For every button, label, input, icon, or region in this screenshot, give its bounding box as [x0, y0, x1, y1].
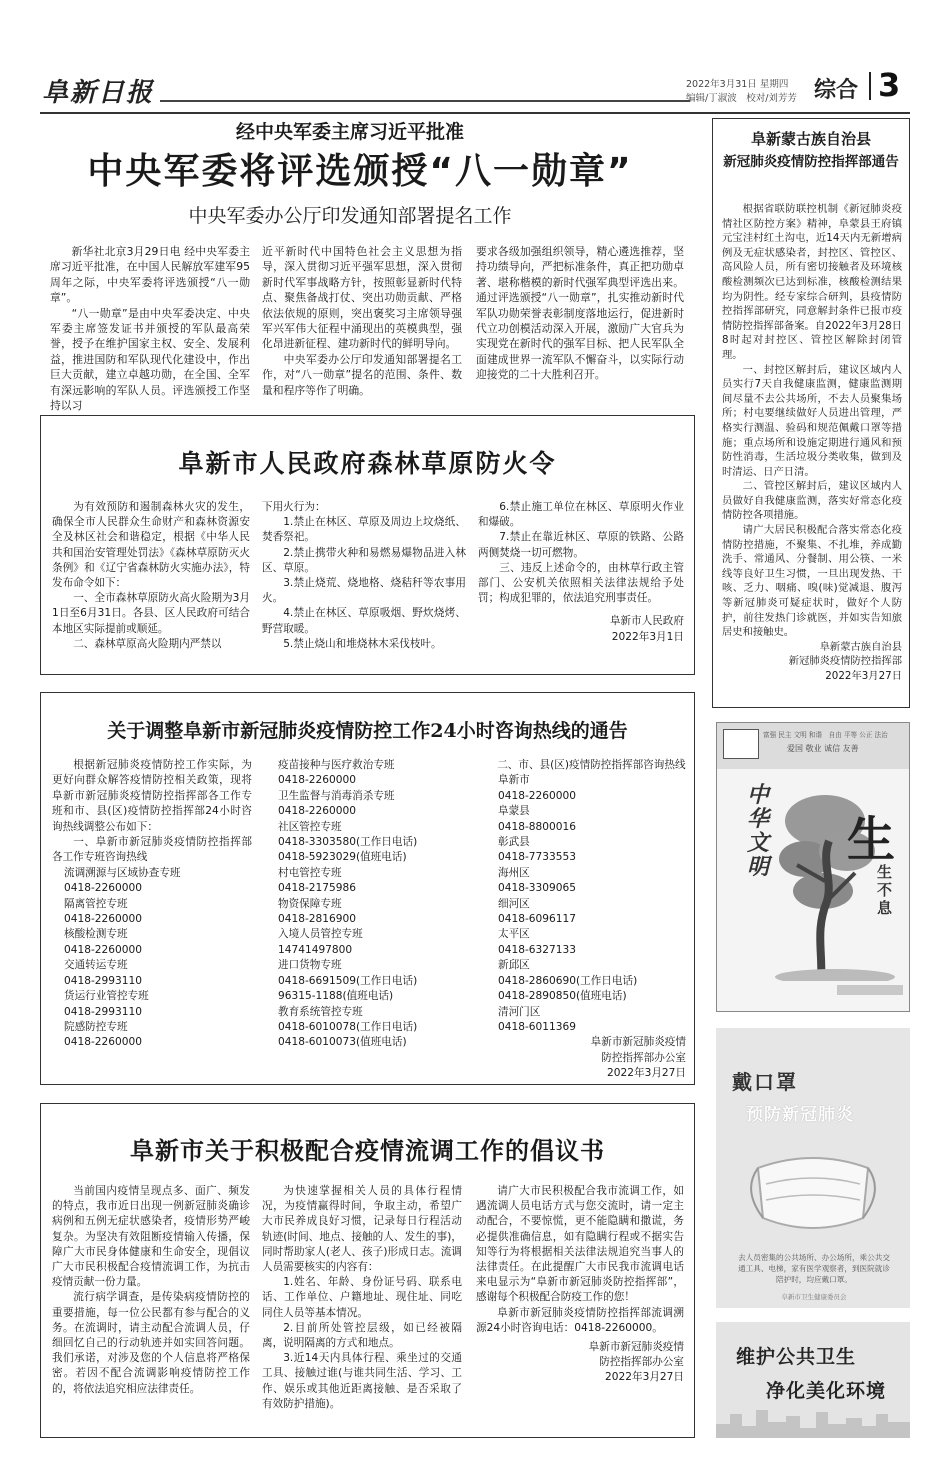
masthead-rule [160, 100, 690, 102]
lead-col-1 [50, 244, 250, 413]
hotline-line: 0418-2260000 [64, 943, 142, 956]
paragraph: 当前国内疫情呈现点多、面广、频发的特点，我市近日出现一例新冠肺炎确诊病例和五例无症状感染者，疫情形势严峻复杂。为坚决有效阻断疫情输入传播，保障广大市民身体健康和生命安全，现倡议广大市民积极配合疫情流调工作，为抗击疫情贡献一份力量。 [52, 1185, 250, 1289]
paragraph: 三、违反上述命令的，由林草行政主管部门、公安机关依照相关法律法规给予处罚；构成犯罪的，依法追究刑事责任。 [478, 561, 684, 605]
paragraph: 下用火行为： [262, 501, 326, 513]
hotline-line: 入境人员管控专班 [278, 928, 363, 941]
hotline-list [476, 773, 686, 1035]
hotline-line: 新邱区 [498, 959, 530, 972]
poster-footer-bar [837, 985, 903, 995]
lead-col-3 [476, 244, 684, 383]
page-number: 3 [878, 66, 901, 104]
hotline-line: 0418-6010078(工作日电话) [278, 1020, 418, 1033]
hotline-line: 0418-2993110 [64, 974, 142, 987]
date: 2022年3月27日 [607, 1067, 686, 1080]
poster-brand-badge [723, 729, 759, 759]
poster-band-text: 富强 民主 文明 和谐 自由 平等 公正 法治 [763, 731, 888, 739]
paragraph: 新华社北京3月29日电 经中央军委主席习近平批准，在中国人民解放军建军95周年之际，中央军委将评选颁授“八一勋章”。 [50, 245, 250, 305]
hotline-line: 疫苗接种与医疗救治专班 [278, 759, 395, 771]
list-item: 2.目前所处管控层级，如已经被隔离，说明隔离的方式和地点。 [262, 1321, 462, 1350]
date: 2022年3月27日 [605, 1371, 684, 1384]
appeal-col-2 [262, 1184, 462, 1412]
hotline-line: 海州区 [498, 866, 530, 879]
list-item: 6.禁止施工单位在林区、草原明火作业和爆破。 [478, 501, 684, 529]
hotline-list [278, 758, 464, 1051]
hotline-line: 社区管控专班 [278, 820, 342, 833]
mask-psa-body: 去人员密集的公共场所、办公场所，乘公共交通工具、电梯，家有医学观察者，到医院就诊陪护时，均应戴口罩。 [738, 1253, 890, 1284]
paragraph: 要求各级加强组织领导，精心遴选推荐，坚持功绩导向，严把标准条件，真正把功勋卓著、堪称楷模的新时代强军典型评选出来。通过评选颁授“八一勋章”，扎实推动新时代军队功勋荣誉表彰制度落地运行，促进新时代立功创模活动深入开展，激励广大官兵为实现党在新时代的强军目标、把人民军队全面建成世界一流军队不懈奋斗，以实际行动迎接党的二十大胜利召开。 [476, 245, 684, 382]
fire-col-3 [478, 500, 684, 645]
hotline-line: 0418-2993110 [64, 1005, 142, 1018]
hotline-line: 太平区 [498, 928, 530, 941]
signature: 新冠肺炎疫情防控指挥部 [788, 655, 902, 668]
signature: 阜新市人民政府 [609, 615, 684, 628]
hotline-col-2 [278, 758, 464, 1051]
hotline-line: 0418-3303580(工作日电话) [278, 836, 418, 849]
list-item: 3.禁止烧荒、烧地格、烧秸秆等农事用火。 [262, 577, 466, 605]
list-item: 5.禁止烧山和堆烧林木采伐枝叶。 [283, 637, 442, 650]
public-health-ad [716, 1322, 910, 1438]
paragraph: 为有效预防和遏制森林火灾的发生，确保全市人民群众生命财产和森林资源安全及林区社会和谐稳定，根据《中华人民共和国治安管理处罚法》《森林草原防灭火条例》和《辽宁省森林防火实施办法》，特发布命令如下： [52, 501, 250, 590]
signature: 防控指挥部办公室 [601, 1051, 686, 1064]
hotline-line: 96315-1188(值班电话) [278, 990, 394, 1003]
masthead-bottom-rule [40, 112, 910, 114]
poster-big-char: 生 [847, 812, 896, 868]
lead-subhead: 中央军委办公厅印发通知部署提名工作 [188, 205, 512, 227]
paragraph: 二、市、县(区)疫情防控指挥部咨询热线 [497, 759, 686, 771]
fire-col-2 [262, 500, 466, 652]
paragraph: 阜新市新冠肺炎疫情防控指挥部流调溯源24小时咨询电话：0418-2260000。 [476, 1306, 684, 1334]
hotline-line: 0418-2816900 [278, 913, 356, 926]
mask-psa-title: 戴口罩 [732, 1070, 798, 1094]
paragraph: “八一勋章”是由中央军委决定、中央军委主席签发证书并颁授的军队最高荣誉，授予在维护国家主权、安全、发展利益，推进国防和军队现代化建设中，作出巨大贡献，建立卓越功勋，在全国、全军有深远影响的军队人员。评选颁授工作坚持以习 [50, 306, 250, 413]
appeal-letter-title: 阜新市关于积极配合疫情流调工作的倡议书 [130, 1136, 605, 1165]
hotline-line: 清河门区 [498, 1005, 541, 1018]
hotline-line: 14741497800 [278, 943, 353, 956]
paragraph: 为快速掌握相关人员的具体行程情况，为疫情赢得时间，争取主动，希望广大市民养成良好习惯，记录每日行程活动轨迹(时间、地点、接触的人、发生的事)，同时帮助家人(老人、孩子)形成日志。流调人员需要核实的内容有： [262, 1185, 462, 1274]
hotline-line: 核酸检测专班 [64, 928, 128, 941]
issue-date: 2022年3月31日 星期四 [686, 79, 789, 90]
date: 2022年3月1日 [611, 630, 684, 643]
hotline-line: 0418-2175986 [278, 882, 356, 895]
paragraph: 根据省联防联控机制《新冠肺炎疫情社区防控方案》精神，阜蒙县王府镇元宝洼村红土沟屯，近14天内无新增病例及无症状感染者，封控区、管控区、高风险人员，所有密切接触者及环境核酸检测频次已达到标准，核酸检测结果均为阴性。经专家综合研判，县疫情防控指挥部研究，同意解封条件已报市疫情防控指挥部备案。自2022年3月28日8时起对封控区、管控区解除封闭管理。 [722, 203, 902, 361]
hotline-line: 0418-7733553 [498, 851, 576, 864]
mask-psa-ad [716, 1028, 910, 1308]
paragraph: 近平新时代中国特色社会主义思想为指导，深入贯彻习近平强军思想，深入贯彻新时代军事战略方针，按照彰显新时代特点、聚焦备战打仗、突出功勋贡献、严格依法依规的原则，突出褒奖习主席领导强军兴军伟大征程中涌现出的英模典型，强化昂进新征程、建功新时代的鲜明导向。 [262, 245, 462, 351]
hotline-line: 0418-6010073(值班电话) [278, 1036, 407, 1049]
hotline-line: 0418-2260000 [278, 774, 356, 787]
mask-psa-footer: 阜新市卫生健康委员会 [781, 1293, 847, 1301]
date: 2022年3月27日 [825, 670, 902, 682]
paragraph: 一、阜新市新冠肺炎疫情防控指挥部各工作专班咨询热线 [52, 836, 252, 864]
hotline-line: 教育系统管控专班 [278, 1005, 363, 1018]
hotline-line: 卫生监督与消毒消杀专班 [278, 789, 395, 802]
hotline-notice-title: 关于调整阜新市新冠肺炎疫情防控工作24小时咨询热线的通告 [107, 720, 628, 742]
hotline-line: 0418-3309065 [498, 882, 576, 895]
hotline-line: 流调溯源与区域协查专班 [64, 866, 181, 879]
lead-headline: 中央军委将评选颁授“八一勋章” [87, 151, 633, 192]
right-notice-title-2: 新冠肺炎疫情防控指挥部通告 [723, 154, 899, 170]
hotline-line: 阜新市 [498, 774, 530, 787]
section-name: 综合 [814, 78, 859, 103]
masthead [40, 60, 910, 110]
paragraph: 一、全市森林草原防火高火险期为3月1日至6月31日。各县、区人民政府可结合本地区实际提前或顺延。 [52, 592, 250, 635]
mask-psa-subtitle: 预防新冠肺炎 [746, 1105, 854, 1125]
editor-line: 编辑/丁淑波 校对/刘芳芳 [686, 93, 797, 104]
face-mask-illustration [738, 1138, 888, 1248]
poster-vertical-title: 中华文明 [747, 782, 770, 880]
paragraph: 根据新冠肺炎疫情防控工作实际，为更好向群众解答疫情防控相关政策，现将阜新市新冠肺炎疫情防控指挥部各工作专班和市、县(区)疫情防控指挥部24小时咨询热线调整公布如下： [52, 759, 252, 833]
poster-small-chars: 生不息 [877, 863, 893, 917]
fire-col-1 [52, 500, 250, 652]
fire-order-title: 阜新市人民政府森林草原防火令 [178, 449, 557, 478]
hotline-line: 村屯管控专班 [278, 866, 342, 879]
signature: 阜新市新冠肺炎疫情 [588, 1341, 684, 1354]
paragraph: 流行病学调查，是传染病疫情防控的重要措施，每一位公民都有参与配合的义务。在流调时，请主动配合流调人员，仔细回忆自己的行动轨迹并如实回答问题。我们承诺，对涉及您的个人信息将严格保密。若因不配合流调影响疫情防控工作的，将依法追究相应法律责任。 [52, 1291, 250, 1395]
hotline-line: 彰武县 [498, 836, 530, 849]
culture-poster-ad [716, 722, 910, 1012]
signature: 阜新蒙古族自治县 [819, 640, 902, 653]
list-item: 4.禁止在林区、草原吸烟、野炊烧烤、野营取暖。 [262, 607, 466, 635]
hotline-line: 0418-5923029(值班电话) [278, 851, 407, 864]
hotline-line: 物资保障专班 [278, 897, 342, 910]
hotline-line: 0418-6327133 [498, 943, 576, 956]
public-health-line-1: 维护公共卫生 [736, 1346, 857, 1368]
hotline-line: 0418-2260000 [498, 789, 576, 802]
building-silhouette-illustration [716, 1404, 910, 1438]
right-notice-body [722, 202, 902, 684]
hotline-line: 0418-6011369 [498, 1020, 576, 1033]
signature: 阜新市新冠肺炎疫情 [590, 1036, 686, 1049]
signature: 防控指挥部办公室 [599, 1356, 684, 1369]
hotline-line: 0418-8800016 [498, 820, 576, 833]
hotline-line: 进口货物专班 [278, 959, 342, 972]
appeal-col-3 [476, 1184, 684, 1386]
hotline-line: 0418-2260000 [278, 805, 356, 818]
hotline-line: 隔离管控专班 [64, 897, 128, 910]
hotline-line: 货运行业管控专班 [64, 990, 149, 1003]
paragraph: 二、管控区解封后，建议区域内人员做好自我健康监测，落实好常态化疫情防控各项措施。 [722, 480, 902, 522]
hotline-col-3 [476, 758, 686, 1082]
right-notice-title-1: 阜新蒙古族自治县 [750, 130, 871, 148]
paragraph: 一、封控区解封后，建议区域内人员实行7天自我健康监测，健康监测期间尽量不去公共场所，不去人员聚集场所；村屯要继续做好人员进出管理，严格实行测温、验码和规范佩戴口罩等措施；重点场所和设施定期进行通风和预防性消毒，生活垃圾分类收集，做到及时清运、日产日清。 [722, 363, 902, 478]
list-item: 7.禁止在靠近林区、草原的铁路、公路两侧焚烧一切可燃物。 [478, 531, 684, 559]
list-item: 3.近14天内具体行程、乘坐过的交通工具、接触过谁(与谁共同生活、学习、工作、娱乐或其他近距离接触、是否采取了有效防护措施)。 [262, 1352, 462, 1410]
hotline-line: 0418-6691509(工作日电话) [278, 974, 418, 987]
paragraph: 中央军委办公厅印发通知部署提名工作，对“八一勋章”提名的范围、条件、数量和程序等作了明确。 [262, 352, 462, 397]
list-item: 1.禁止在林区、草原及周边上坟烧纸、焚香祭祀。 [262, 516, 466, 544]
newspaper-logo: 阜新日报 [42, 78, 155, 108]
hotline-line: 院感防控专班 [64, 1020, 128, 1033]
hotline-list [52, 866, 252, 1051]
lead-kicker: 经中央军委主席习近平批准 [235, 121, 464, 143]
paragraph: 请广大市民积极配合我市流调工作，如遇流调人员电话方式与您交流时，请一定主动配合，不要惊慌，更不能隐瞒和撒谎，务必提供准确信息，如有隐瞒行程或不据实告知等行为将根据相关法律法规追究当事人的法律责任。在此提醒广大市民我市流调电话来电显示为“阜新市新冠肺炎防控指挥部”，感谢每个积极配合防疫工作的您！ [476, 1185, 684, 1304]
section-divider [869, 72, 871, 100]
list-item: 2.禁止携带火种和易燃易爆物品进入林区、草原。 [262, 546, 466, 574]
poster-band-text-2: 爱国 敬业 诚信 友善 [787, 744, 859, 753]
hotline-line: 细河区 [498, 897, 530, 910]
hotline-line: 0418-2260000 [64, 913, 142, 926]
hotline-line: 交通转运专班 [64, 959, 128, 972]
hotline-line: 0418-6096117 [498, 913, 576, 926]
hotline-col-1 [52, 758, 252, 1051]
list-item: 1.姓名、年龄、身份证号码、联系电话、工作单位、户籍地址、现住址、同吃同住人员等基本情况。 [262, 1276, 462, 1319]
hotline-line: 0418-2260000 [64, 1036, 142, 1049]
hotline-line: 0418-2860690(工作日电话) [498, 974, 638, 987]
public-health-line-2: 净化美化环境 [766, 1380, 887, 1402]
hotline-line: 0418-2260000 [64, 882, 142, 895]
hotline-line: 0418-2890850(值班电话) [498, 990, 627, 1003]
appeal-col-1 [52, 1184, 250, 1397]
lead-col-2 [262, 244, 462, 398]
paragraph: 二、森林草原高火险期内严禁以 [73, 637, 222, 650]
hotline-line: 阜蒙县 [498, 805, 530, 818]
paragraph: 请广大居民积极配合落实常态化疫情防控措施，不聚集、不扎堆，养成勤洗手、常通风、分餐制、用公筷、一米线等良好卫生习惯，一旦出现发热、干咳、乏力、咽痛、嗅(味)觉减退、腹泻等新冠肺炎可疑症状时，做好个人防护，前往发热门诊就医，并如实告知旅居史和接触史。 [722, 524, 902, 639]
